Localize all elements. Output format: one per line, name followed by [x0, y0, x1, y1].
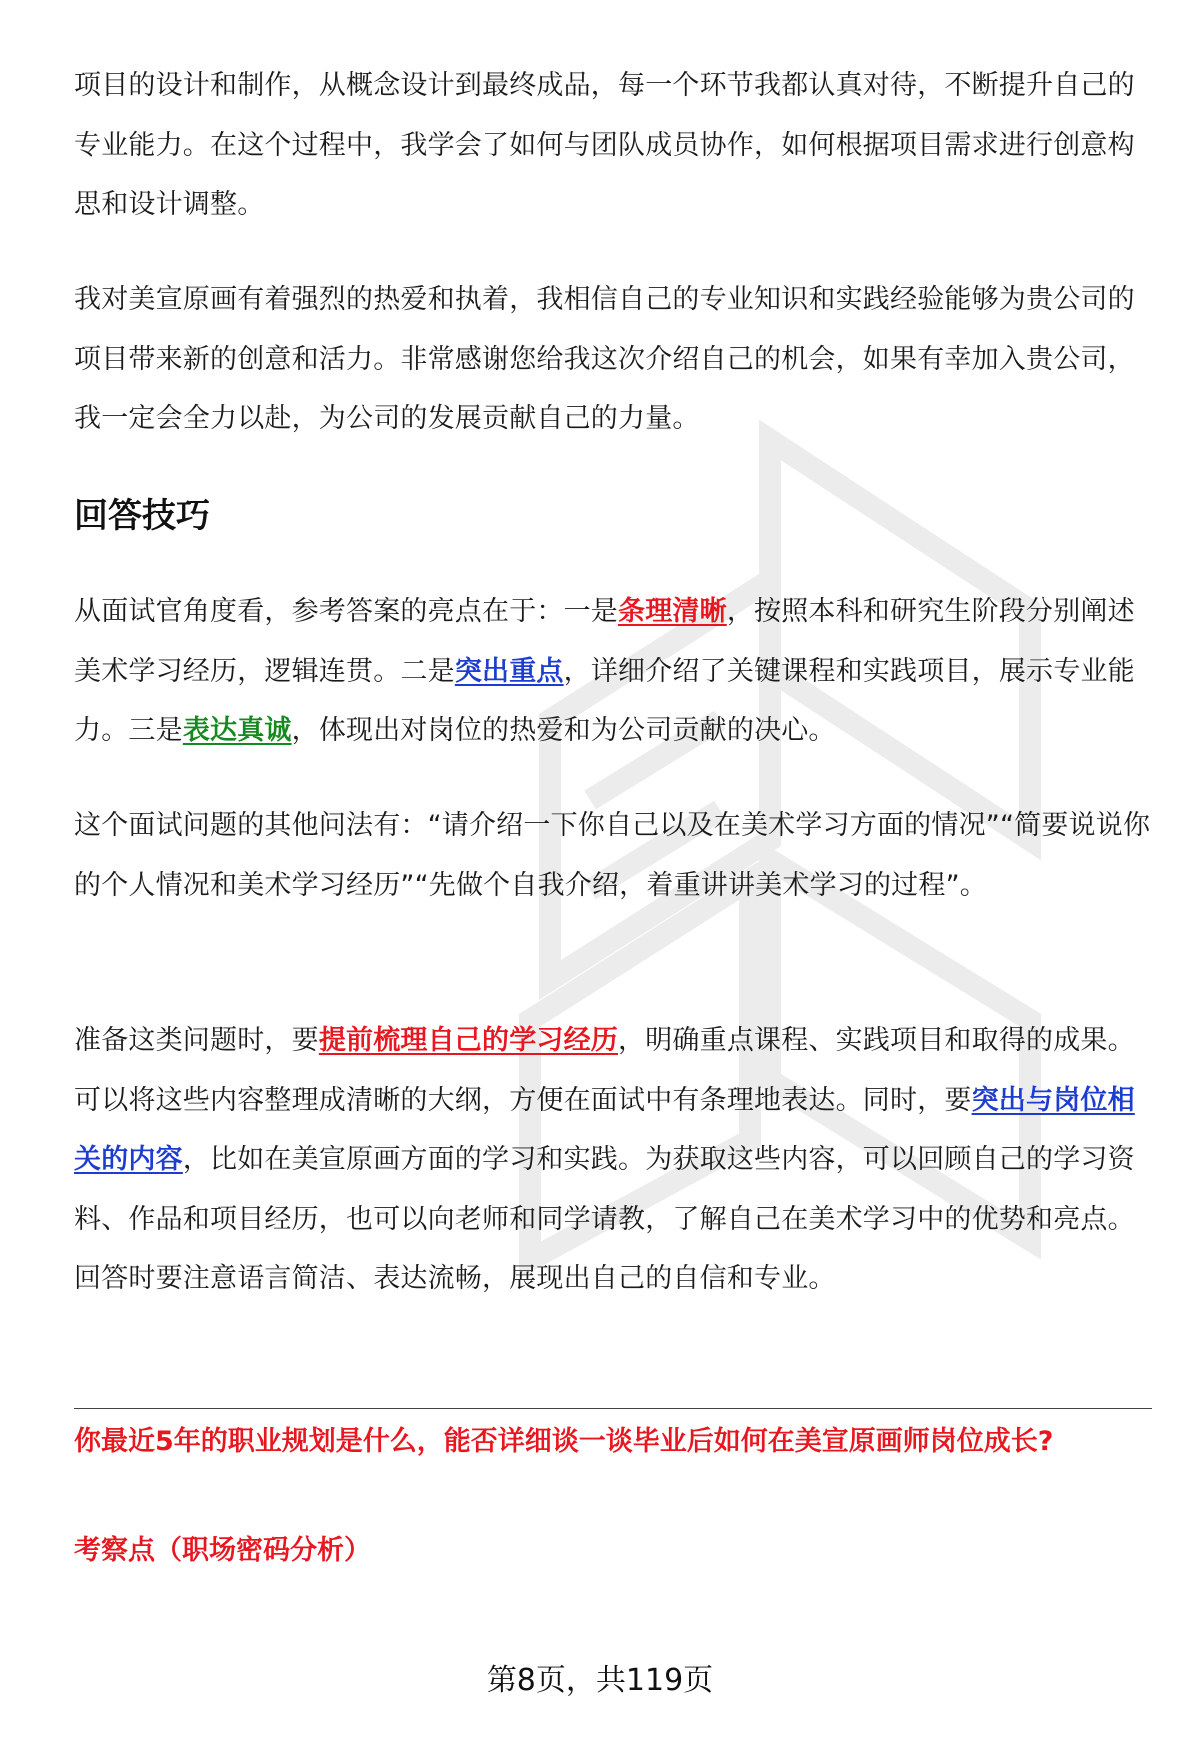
next-question-subheading: 考察点（职场密码分析） [74, 1535, 371, 1566]
text-segment: ，比如在美宣原画方面的学习和实践。为获取这些内容，可以回顾自己的学习资料、作品和项目经历，也可以向老师和同学请教，了解自己在美术学习中的优势和亮点。回答时要注意语言简洁、表达流畅，展现出自己的自信和专业。 [74, 1144, 1135, 1294]
text-segment: 从面试官角度看，参考答案的亮点在于：一是 [74, 596, 618, 627]
paragraph-preparation [74, 1011, 1152, 1309]
section-divider [74, 1408, 1152, 1409]
next-question-title: 你最近5年的职业规划是什么，能否详细谈一谈毕业后如何在美宣原画师岗位成长? [74, 1426, 1054, 1457]
text-segment: 准备这类问题时，要 [74, 1025, 319, 1056]
paragraph-answer-end-1: 项目的设计和制作，从概念设计到最终成品，每一个环节我都认真对待，不断提升自己的专业能力。在这个过程中，我学会了如何与团队成员协作，如何根据项目需求进行创意构思和设计调整。 [74, 70, 1135, 220]
paragraph-alternative-questions: 这个面试问题的其他问法有：“请介绍一下你自己以及在美术学习方面的情况”“简要说说你的个人情况和美术学习经历”“先做个自我介绍，着重讲讲美术学习的过程”。 [74, 810, 1151, 901]
text-segment: ，体现出对岗位的热爱和为公司贡献的决心。 [291, 715, 836, 746]
highlight-blue: 突出与岗位相关的内容 [74, 1084, 1135, 1175]
paragraph-highlights [74, 582, 1152, 761]
highlight-blue: 突出重点 [454, 655, 564, 687]
highlight-red: 条理清晰 [618, 596, 727, 627]
text-segment: ，明确重点课程、实践项目和取得的成果。可以将这些内容整理成清晰的大纲，方便在面试中有条理地表达。同时，要 [74, 1025, 1135, 1116]
paragraph-answer-end-2: 我对美宣原画有着强烈的热爱和执着，我相信自己的专业知识和实践经验能够为贵公司的项目带来新的创意和活力。非常感谢您给我这次介绍自己的机会，如果有幸加入贵公司，我一定会全力以赴，为公司的发展贡献自己的力量。 [74, 284, 1135, 434]
highlight-green: 表达真诚 [182, 715, 292, 746]
section-heading-tips: 回答技巧 [74, 496, 210, 536]
text-segment: ，按照本科和研究生阶段分别阐述美术学习经历，逻辑连贯。二是 [74, 596, 1135, 687]
highlight-red: 提前梳理自己的学习经历 [318, 1025, 619, 1056]
page-number: 第8页，共119页 [486, 1663, 714, 1698]
text-segment: ，详细介绍了关键课程和实践项目，展示专业能力。三是 [74, 655, 1135, 746]
